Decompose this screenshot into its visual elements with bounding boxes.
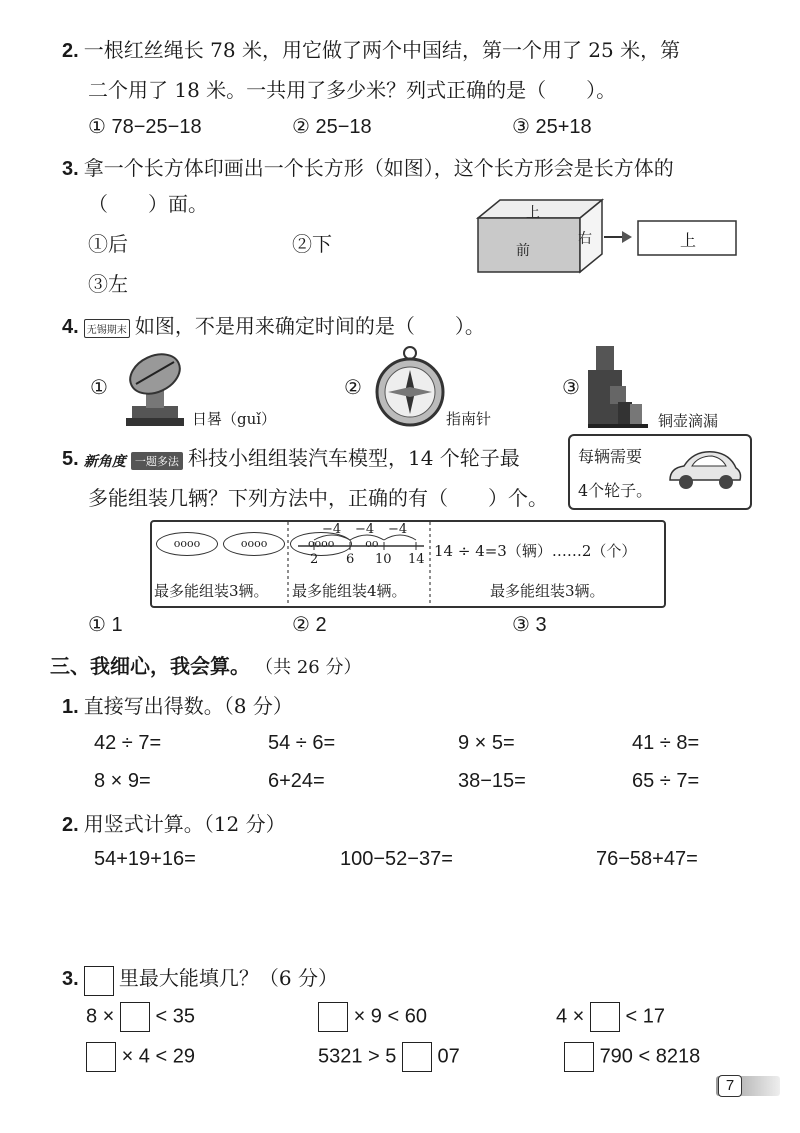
section-3-heading: 三、我细心，我会算。 （共 26 分） [50, 654, 362, 678]
remaining-wheels: oo [365, 537, 379, 550]
mental-calc-item: 8 × 9= [94, 770, 151, 792]
fill-box-item-5: 5321 > 5 07 [318, 1042, 460, 1072]
caption-sundial: 日晷（guǐ） [192, 410, 277, 428]
calc-question-2: 2. 用竖式计算。（12 分） [62, 812, 286, 836]
face-label-top: 上 [526, 205, 540, 221]
question-3-line2: （ ）面。 [88, 192, 208, 216]
sundial-image [118, 348, 192, 430]
option-3[interactable]: ③ 25+18 [512, 116, 592, 138]
car-icon [664, 446, 744, 492]
wheel-group: oooo [156, 532, 218, 556]
step-label: −4 [388, 522, 408, 537]
method-1-grouping [156, 528, 379, 556]
question-4: 4. 无锡期末 如图，不是用来确定时间的是（ ）。 [62, 314, 485, 338]
question-2-line2: 二个用了 18 米。一共用了多少米？列式正确的是（ ）。 [88, 78, 617, 102]
mental-calc-item: 41 ÷ 8= [632, 732, 700, 754]
mental-calc-item: 54 ÷ 6= [268, 732, 336, 754]
method-1-result: 最多能组装3辆。 [154, 582, 269, 600]
wheel-group: oooo [290, 532, 352, 556]
wheel-group: oooo [223, 532, 285, 556]
face-label-right: 右 [578, 231, 592, 247]
question-3-line1: 3. 拿一个长方体印画出一个长方形（如图），这个长方形会是长方体的 [62, 156, 674, 180]
face-label-front: 前 [516, 243, 530, 259]
tick-label: 10 [375, 552, 392, 567]
option-2[interactable]: ②下 [292, 232, 332, 256]
option-3[interactable]: ③ 3 [512, 614, 547, 636]
fill-box-item-6: 790 < 8218 [564, 1042, 700, 1072]
question-2-line1: 2. 一根红丝绳长 78 米，用它做了两个中国结，第一个用了 25 米，第 [62, 38, 681, 62]
vertical-calc-item: 76−58+47= [596, 848, 698, 870]
method-3-formula: 14 ÷ 4=3（辆）……2（个） [434, 542, 637, 560]
option-1[interactable]: ①后 [88, 232, 128, 256]
option-3-marker[interactable]: ③ [562, 375, 580, 399]
fill-box-item-2: × 9 < 60 [318, 1002, 427, 1032]
fill-box-item-4: × 4 < 29 [86, 1042, 195, 1072]
option-1-marker[interactable]: ① [90, 375, 108, 399]
step-label: −4 [322, 522, 342, 537]
hint-line-1: 每辆需要 [578, 447, 643, 466]
tick-label: 14 [408, 552, 425, 567]
question-number: 2. [62, 40, 79, 62]
fill-box-item-3: 4 × < 17 [556, 1002, 665, 1032]
printed-face-label: 上 [680, 231, 697, 250]
source-tag: 无锡期末 [84, 319, 130, 338]
option-1[interactable]: ① 78−25−18 [88, 116, 202, 138]
question-5-line2: 多能组装几辆？下列方法中，正确的有（ ）个。 [88, 486, 548, 510]
answer-box[interactable] [84, 966, 114, 996]
mental-calc-item: 65 ÷ 7= [632, 770, 700, 792]
answer-box[interactable] [120, 1002, 150, 1032]
option-2[interactable]: ② 25−18 [292, 116, 372, 138]
calc-question-1: 1. 直接写出得数。（8 分） [62, 694, 293, 718]
tick-label: 6 [346, 552, 355, 567]
answer-box[interactable] [402, 1042, 432, 1072]
step-label: −4 [355, 522, 375, 537]
option-1[interactable]: ① 1 [88, 614, 123, 636]
vertical-calc-item: 54+19+16= [94, 848, 196, 870]
fill-box-item-1: 8 × < 35 [86, 1002, 195, 1032]
multi-method-tag: 一题多法 [131, 452, 183, 470]
method-3-result: 最多能组装3辆。 [490, 582, 605, 600]
cuboid-print-figure [470, 196, 742, 278]
water-clock-image [588, 344, 650, 428]
mental-calc-item: 38−15= [458, 770, 526, 792]
answer-box[interactable] [590, 1002, 620, 1032]
tick-label: 2 [310, 552, 319, 567]
compass-image [374, 344, 446, 430]
mental-calc-item: 6+24= [268, 770, 325, 792]
method-2-result: 最多能组装4辆。 [292, 582, 407, 600]
option-2-marker[interactable]: ② [344, 375, 362, 399]
question-5-line1: 5. 新角度 一题多法 科技小组组装汽车模型，14 个轮子最 [62, 446, 520, 470]
new-angle-tag: 新角度 [83, 453, 126, 470]
vertical-calc-item: 100−52−37= [340, 848, 453, 870]
caption-compass: 指南针 [446, 410, 492, 428]
answer-box[interactable] [564, 1042, 594, 1072]
hint-line-2: 4个轮子。 [578, 481, 653, 500]
answer-box[interactable] [318, 1002, 348, 1032]
option-2[interactable]: ② 2 [292, 614, 327, 636]
answer-box[interactable] [86, 1042, 116, 1072]
caption-water-clock: 铜壶滴漏 [658, 412, 719, 430]
mental-calc-item: 9 × 5= [458, 732, 515, 754]
calc-question-3: 3. 里最大能填几？（6 分） [62, 962, 338, 996]
option-3[interactable]: ③左 [88, 272, 128, 296]
page-number: 7 [718, 1075, 742, 1097]
mental-calc-item: 42 ÷ 7= [94, 732, 162, 754]
